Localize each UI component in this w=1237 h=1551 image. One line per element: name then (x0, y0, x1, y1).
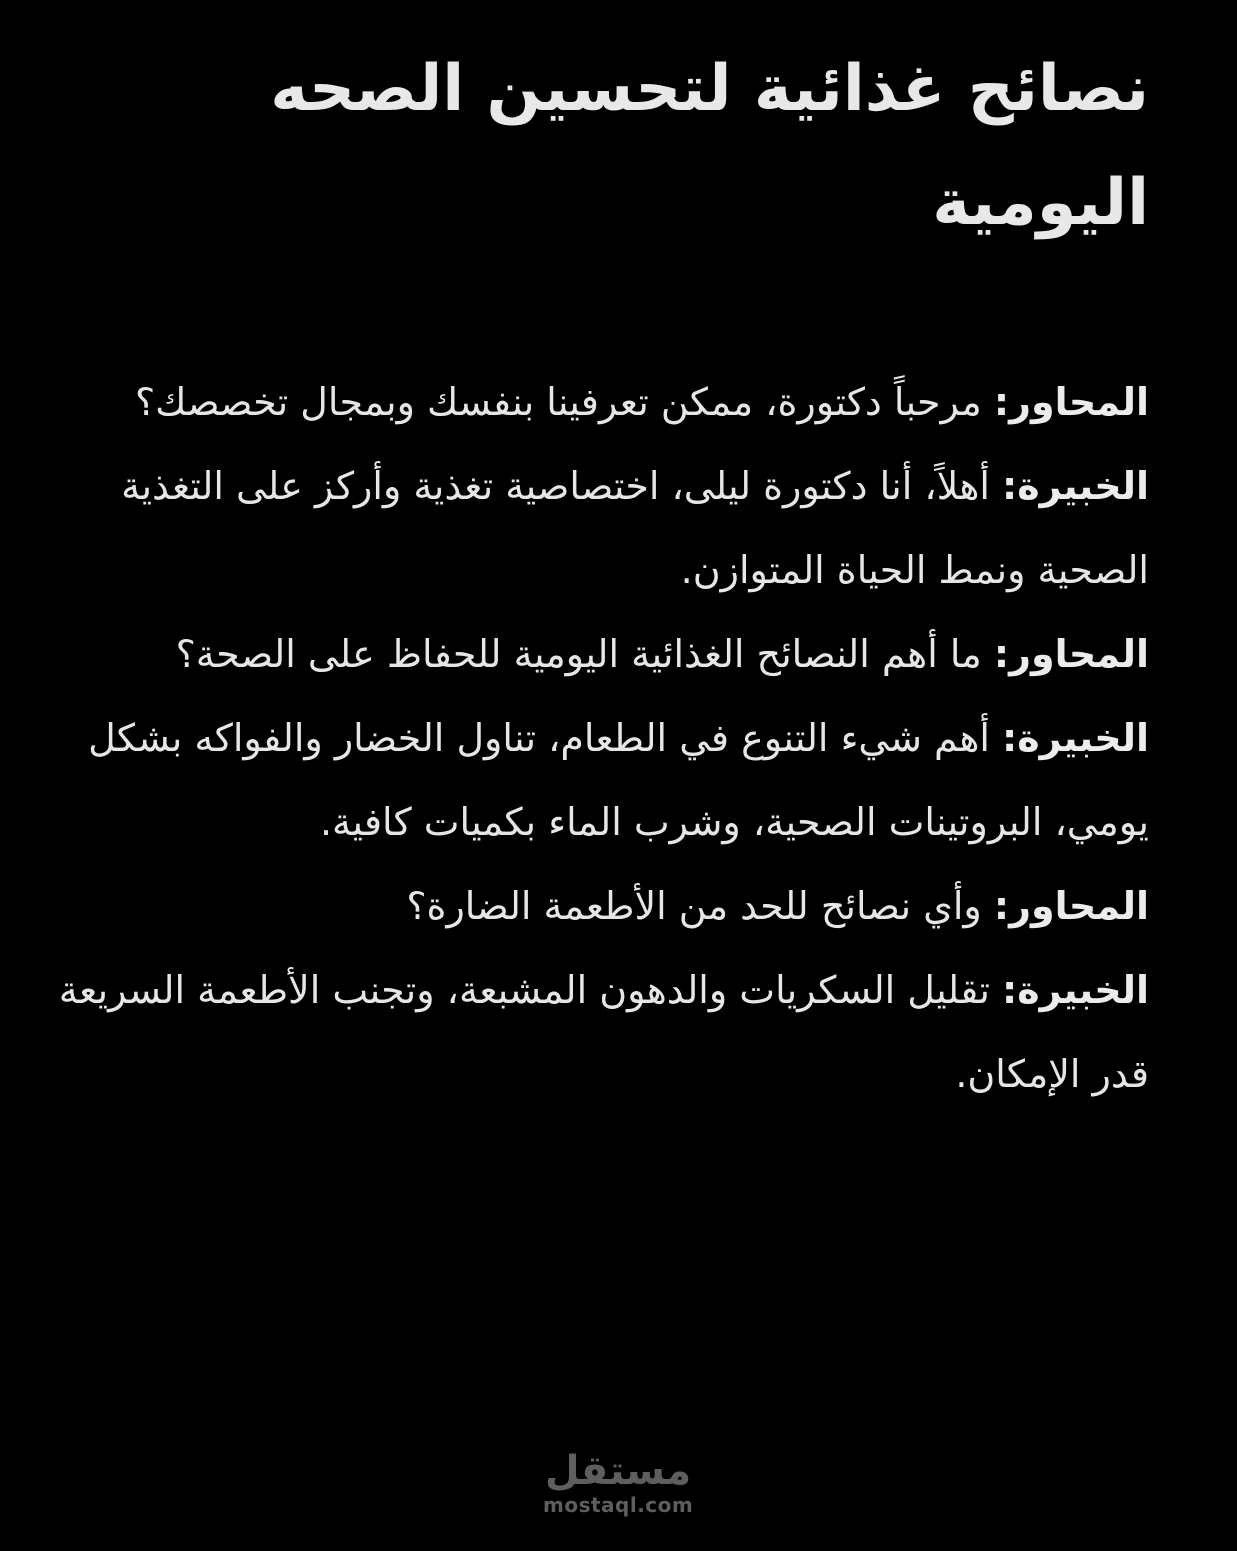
speaker-label: المحاور: (993, 380, 1149, 424)
watermark-domain: mostaql.com (543, 1493, 694, 1517)
speaker-label: الخبيرة: (1002, 968, 1149, 1012)
mostaql-watermark (543, 1448, 693, 1516)
speaker-label: المحاور: (993, 884, 1149, 928)
interview-dialogue (49, 360, 1149, 1116)
turn-text: أهم شيء التنوع في الطعام، تناول الخضار والفواكه بشكل يومي، البروتينات الصحية، وشرب الماء بكميات كافية. (88, 716, 1149, 844)
speaker-label: الخبيرة: (1002, 716, 1149, 760)
watermark-arabic: مستقل (544, 1448, 692, 1494)
article-title: نصائح غذائية لتحسين الصحه اليومية (270, 52, 1149, 240)
speaker-label: المحاور: (993, 632, 1149, 676)
dialogue-turn (49, 612, 1149, 696)
dialogue-turn (49, 864, 1149, 948)
turn-text: أهلاً، أنا دكتورة ليلى، اختصاصية تغذية وأركز على التغذية الصحية ونمط الحياة المتوازن. (121, 464, 1149, 592)
turn-text: ما أهم النصائح الغذائية اليومية للحفاظ على الصحة؟ (175, 632, 982, 676)
turn-text: تقليل السكريات والدهون المشبعة، وتجنب الأطعمة السريعة قدر الإمكان. (58, 968, 1149, 1096)
dialogue-turn (49, 444, 1149, 612)
turn-text: وأي نصائح للحد من الأطعمة الضارة؟ (406, 884, 982, 928)
dialogue-turn (49, 948, 1149, 1116)
turn-text: مرحباً دكتورة، ممكن تعرفينا بنفسك وبمجال تخصصك؟ (135, 380, 982, 424)
dialogue-turn (49, 696, 1149, 864)
speaker-label: الخبيرة: (1002, 464, 1149, 508)
dialogue-turn (49, 360, 1149, 444)
